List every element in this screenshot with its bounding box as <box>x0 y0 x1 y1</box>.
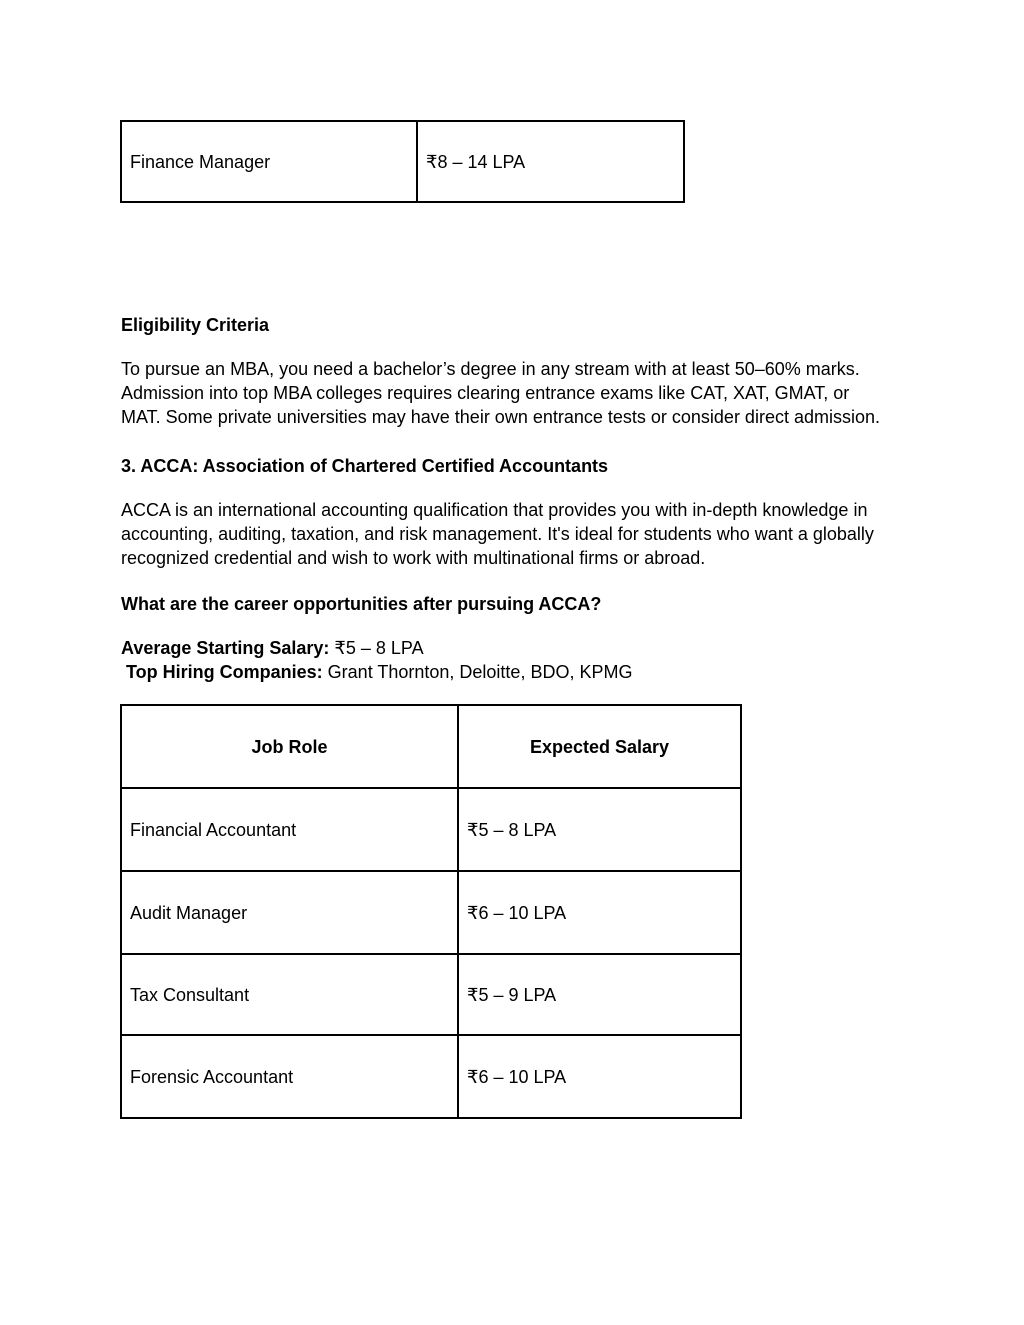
job-role-cell: Financial Accountant <box>121 788 458 871</box>
top-companies-label: Top Hiring Companies: <box>126 662 323 682</box>
job-role-cell: Forensic Accountant <box>121 1035 458 1118</box>
average-salary-value: ₹5 – 8 LPA <box>329 638 424 658</box>
expected-salary-header: Expected Salary <box>458 705 741 788</box>
paragraph-line: Admission into top MBA colleges requires clearing entrance exams like CAT, XAT, GMAT, or <box>121 383 850 403</box>
table-row <box>121 121 684 202</box>
table-header-row <box>121 705 741 788</box>
paragraph-line: To pursue an MBA, you need a bachelor’s degree in any stream with at least 50–60% marks. <box>121 359 860 379</box>
job-role-header: Job Role <box>121 705 458 788</box>
acca-salary-table <box>120 704 742 1119</box>
average-salary-line <box>121 636 911 660</box>
table-row <box>121 1035 741 1118</box>
table-row <box>121 788 741 871</box>
acca-salary-summary <box>121 636 911 684</box>
paragraph-line: ACCA is an international accounting qualification that provides you with in-depth knowledge in <box>121 500 868 520</box>
paragraph-line: MAT. Some private universities may have their own entrance tests or consider direct admission. <box>121 407 880 427</box>
top-companies-line <box>121 660 911 684</box>
average-salary-label: Average Starting Salary: <box>121 638 330 658</box>
salary-cell: ₹6 – 10 LPA <box>458 871 741 954</box>
job-role-cell: Audit Manager <box>121 871 458 954</box>
acca-heading: 3. ACCA: Association of Chartered Certified Accountants <box>121 456 609 476</box>
table-row <box>121 954 741 1035</box>
salary-cell: ₹5 – 8 LPA <box>458 788 741 871</box>
acca-career-heading: What are the career opportunities after pursuing ACCA? <box>121 594 602 614</box>
top-companies-value: Grant Thornton, Deloitte, BDO, KPMG <box>322 662 633 682</box>
salary-cell: ₹8 – 14 LPA <box>417 121 684 202</box>
paragraph-line: recognized credential and wish to work with multinational firms or abroad. <box>121 548 706 568</box>
mba-salary-table-continued <box>120 120 685 203</box>
salary-cell: ₹5 – 9 LPA <box>458 954 741 1035</box>
job-role-cell: Tax Consultant <box>121 954 458 1035</box>
job-role-cell: Finance Manager <box>121 121 417 202</box>
salary-cell: ₹6 – 10 LPA <box>458 1035 741 1118</box>
eligibility-heading: Eligibility Criteria <box>121 315 270 335</box>
paragraph-line: accounting, auditing, taxation, and risk management. It's ideal for students who want a globally <box>121 524 874 544</box>
acca-paragraph <box>121 498 911 570</box>
table-row <box>121 871 741 954</box>
eligibility-paragraph <box>121 357 911 429</box>
